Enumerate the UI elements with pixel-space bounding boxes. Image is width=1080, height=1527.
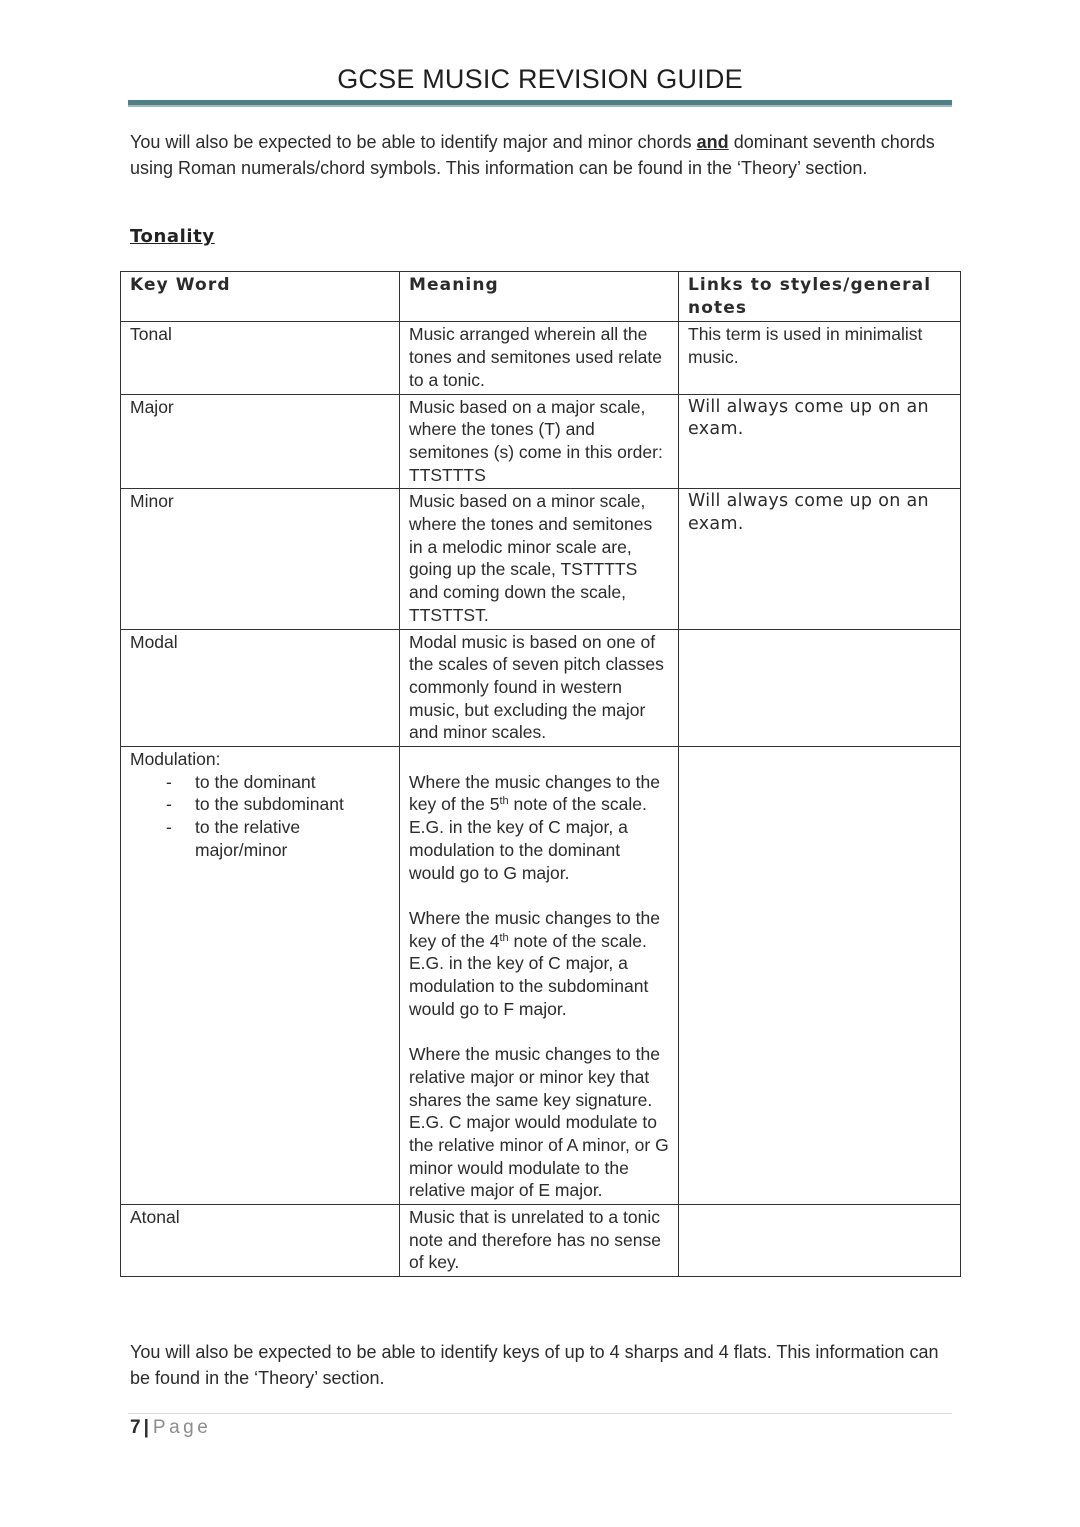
page-footer (130, 1417, 211, 1439)
cell-key-word: Modal (121, 629, 400, 747)
modulation-types-list (130, 771, 390, 862)
meaning-relative: Where the music changes to the relative major or minor key that shares the same key signature. E.G. C major would modulate to the relative minor of A minor, or G minor would modulate to the relative major of E major. (409, 1044, 669, 1201)
modulation-label: Modulation: (130, 749, 221, 770)
header-links-notes: Links to styles/general notes (679, 272, 961, 322)
cell-meaning-modulation (400, 747, 679, 1205)
tonality-table (120, 271, 961, 1277)
cell-meaning: Music that is unrelated to a tonic note and therefore has no sense of key. (400, 1205, 679, 1277)
list-item: - to the relative major/minor (166, 816, 390, 861)
cell-meaning: Music based on a major scale, where the tones (T) and semitones (s) come in this order: TTSTTTS (400, 394, 679, 489)
cell-key-word: Minor (121, 489, 400, 629)
document-title: GCSE MUSIC REVISION GUIDE (337, 64, 743, 94)
header-key-word: Key Word (121, 272, 400, 322)
cell-notes (679, 747, 961, 1205)
cell-notes: Will always come up on an exam. (679, 394, 961, 489)
cell-meaning: Music arranged wherein all the tones and semitones used relate to a tonic. (400, 322, 679, 394)
header-divider (128, 100, 952, 107)
page-word: Page (152, 1417, 212, 1438)
page-number: 7 (130, 1417, 141, 1438)
cell-key-word: Tonal (121, 322, 400, 394)
meaning-subdominant-text: Where the music changes to the key of the 4 (409, 907, 660, 951)
footer-separator: | (143, 1417, 149, 1438)
cell-notes (679, 629, 961, 747)
intro-text-before: You will also be expected to be able to identify major and minor chords (130, 132, 697, 152)
meaning-dominant (409, 771, 669, 885)
cell-key-word-modulation (121, 747, 400, 1205)
table-header-row (121, 272, 961, 322)
meaning-dominant-text: Where the music changes to the key of the 5 (409, 771, 660, 815)
intro-emphasis: and (696, 132, 729, 152)
cell-key-word: Atonal (121, 1205, 400, 1277)
cell-notes: Will always come up on an exam. (679, 489, 961, 629)
meaning-dominant-text-end: note of the scale. E.G. in the key of C major, a modulation to the dominant would go to G major. (409, 794, 647, 883)
list-item: - to the dominant (166, 771, 390, 794)
cell-meaning: Music based on a minor scale, where the tones and semitones in a melodic minor scale are, going up the scale, TSTTTTS and coming down the scale, TTSTTST. (400, 489, 679, 629)
ordinal-suffix: th (499, 795, 509, 808)
outro-paragraph: You will also be expected to be able to identify keys of up to 4 sharps and 4 flats. This information can be found in the ‘Theory’ section. (130, 1342, 939, 1388)
intro-text-after: dominant seventh chords using Roman numerals/chord symbols. This information can be found in the ‘Theory’ section. (130, 132, 935, 178)
table-row-tonal (121, 322, 961, 394)
footer-divider (128, 1413, 952, 1414)
list-item: - to the subdominant (166, 793, 390, 816)
table-row-minor (121, 489, 961, 629)
table-row-modal (121, 629, 961, 747)
header-meaning: Meaning (400, 272, 679, 322)
table-row-major (121, 394, 961, 489)
cell-meaning: Modal music is based on one of the scales of seven pitch classes commonly found in western music, but excluding the major and minor scales. (400, 629, 679, 747)
cell-notes: This term is used in minimalist music. (679, 322, 961, 394)
table-row-atonal (121, 1205, 961, 1277)
meaning-subdominant-text-end: note of the scale. E.G. in the key of C major, a modulation to the subdominant would go to F major. (409, 930, 649, 1019)
meaning-subdominant (409, 907, 669, 1021)
ordinal-suffix: th (499, 931, 509, 944)
section-heading-tonality: Tonality (130, 226, 215, 247)
cell-notes (679, 1205, 961, 1277)
table-row-modulation (121, 747, 961, 1205)
cell-key-word: Major (121, 394, 400, 489)
intro-paragraph (130, 129, 950, 181)
